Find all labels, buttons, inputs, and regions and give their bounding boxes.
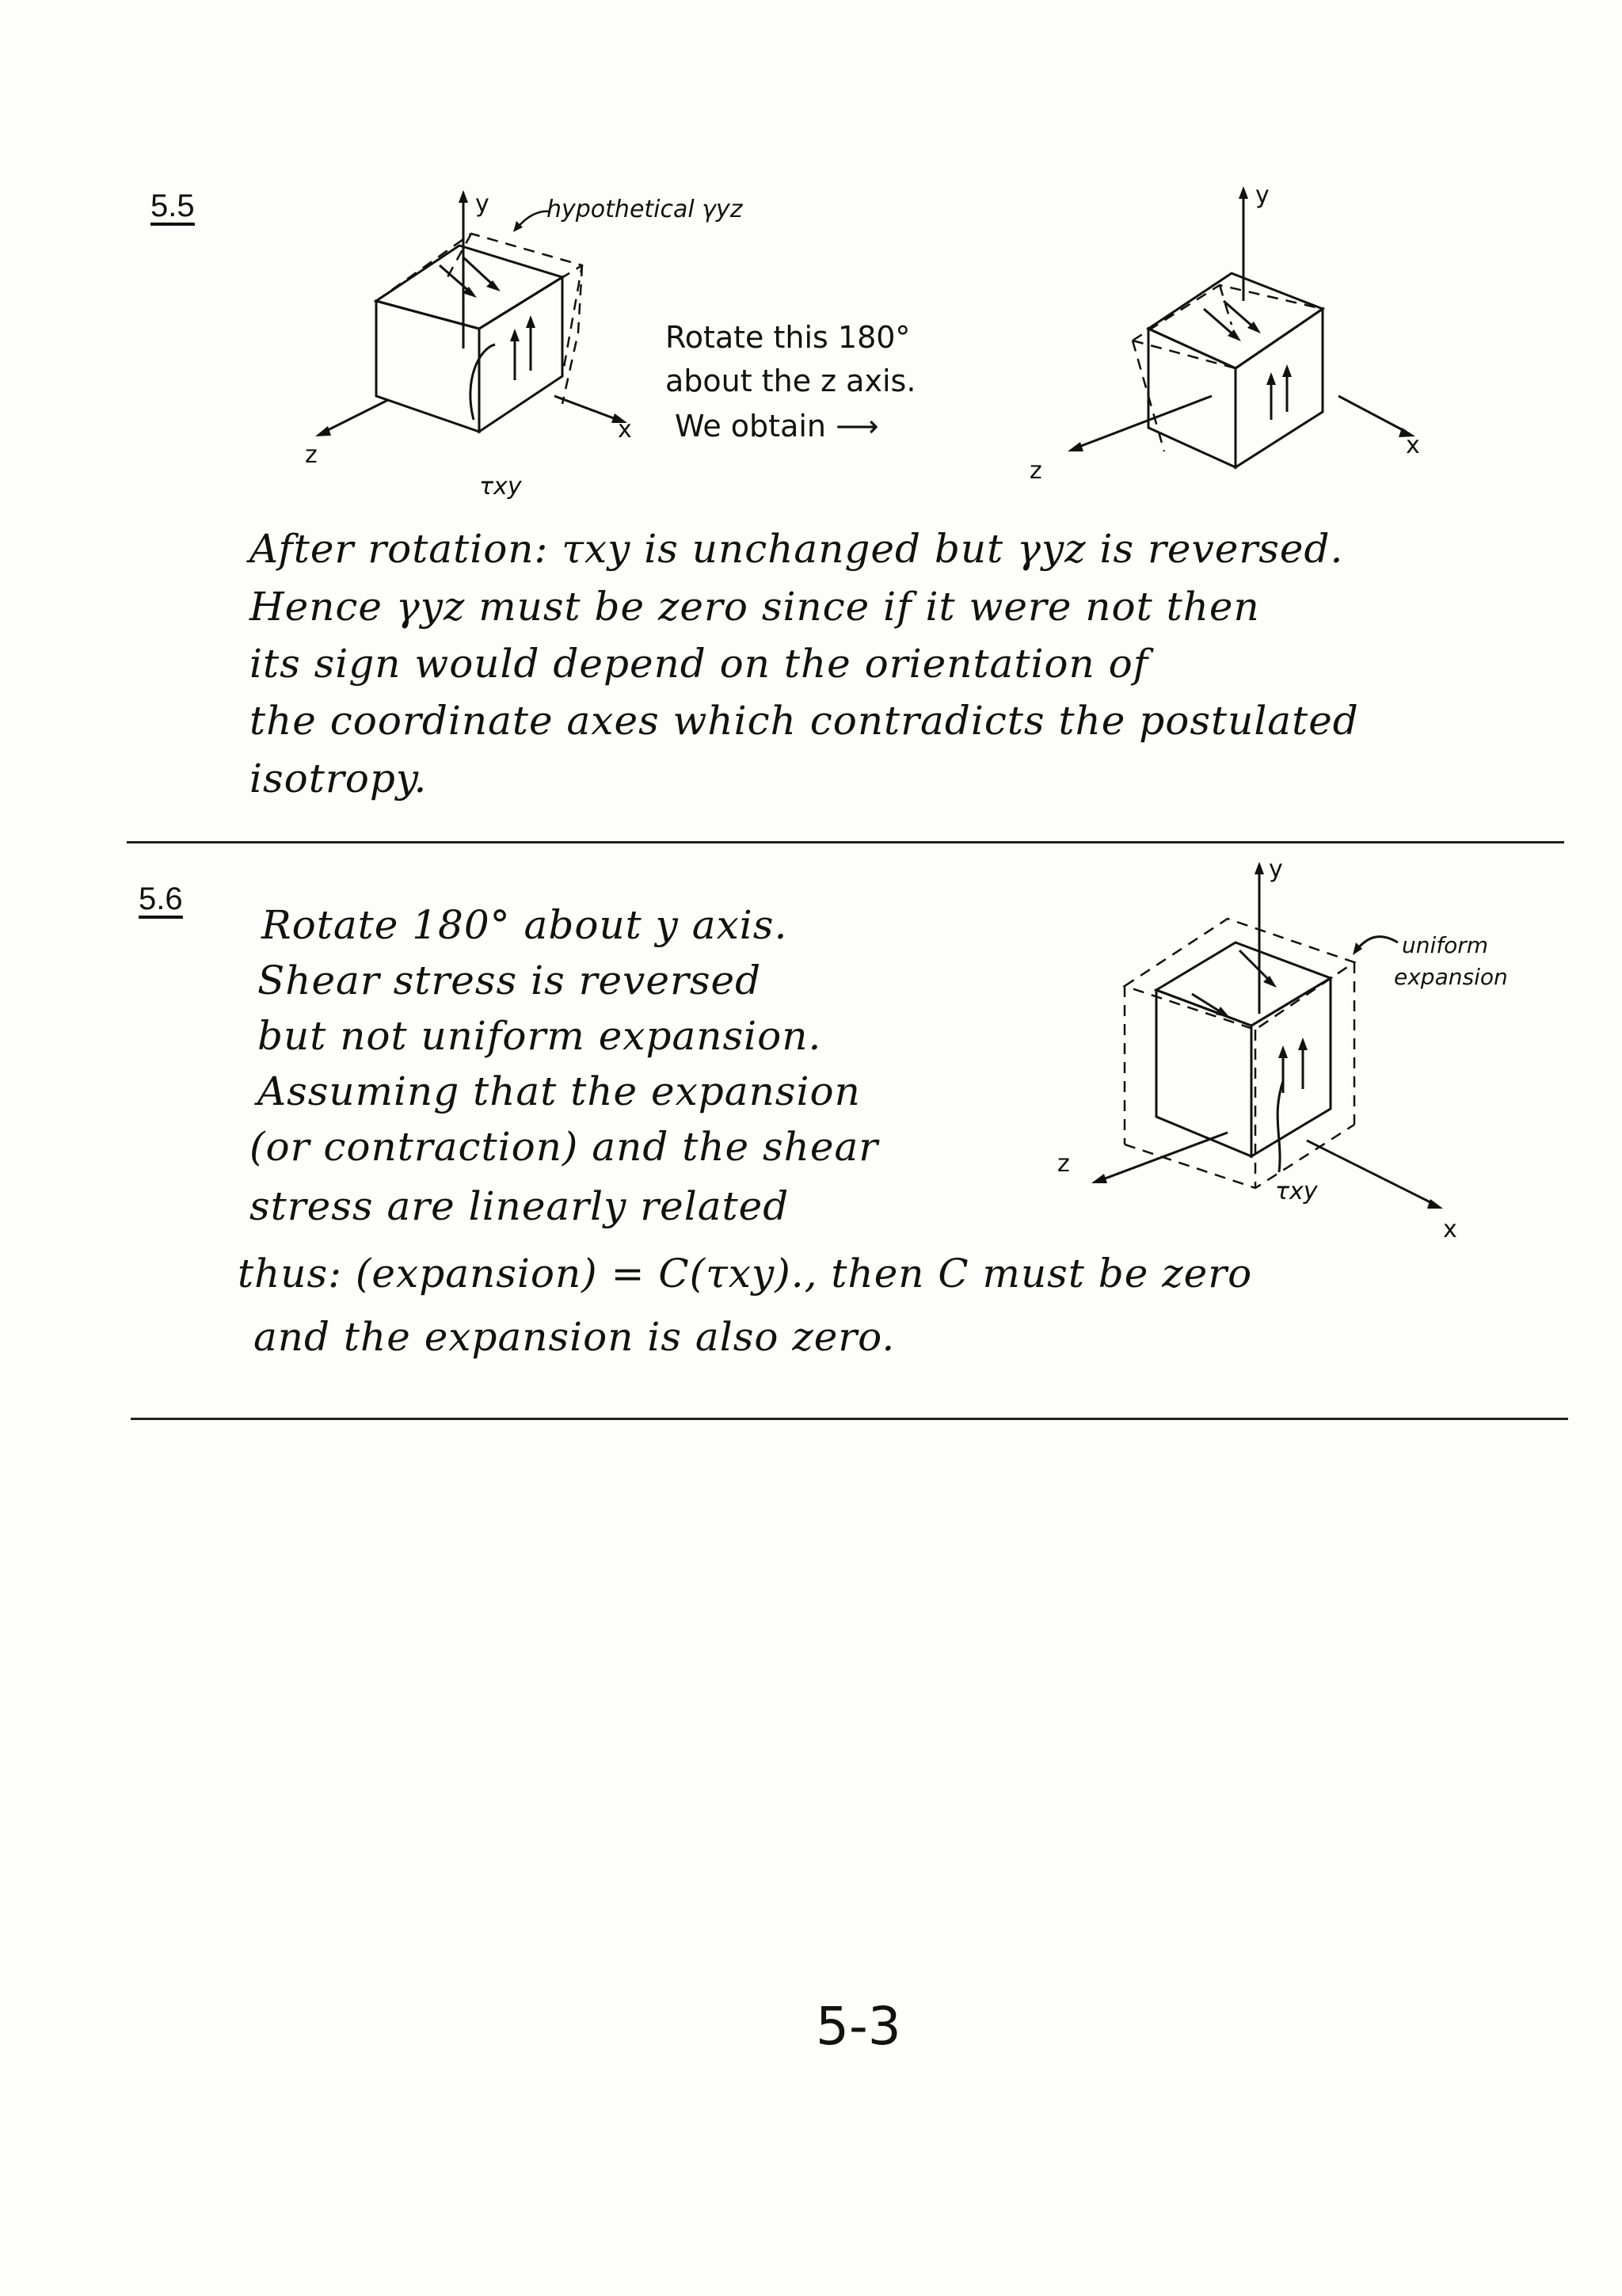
fig3-axis-x: x (1443, 1216, 1457, 1243)
rotate-text-line-2: about the z axis. (665, 364, 916, 398)
fig2-axis-x: x (1406, 432, 1420, 459)
figure-5-5-original-cube (301, 182, 649, 515)
fig3-annotation-expansion: expansion (1394, 964, 1508, 990)
problem-5-6-line-5: (or contraction) and the shear (249, 1124, 879, 1170)
problem-5-6-line-1: Rotate 180° about y axis. (261, 902, 788, 948)
problem-5-6-line-4: Assuming that the expansion (257, 1068, 861, 1114)
fig1-annotation-leader (507, 202, 554, 234)
fig3-axis-z: z (1057, 1150, 1070, 1178)
fig1-axis-z: z (305, 441, 318, 469)
fig1-axis-x: x (618, 416, 632, 444)
rotate-text-line-3: We obtain ⟶ (675, 409, 879, 444)
problem-5-6-line-7: thus: (expansion) = C(τxy)., then C must be zero (238, 1251, 1253, 1296)
problem-5-5-line-1: After rotation: τxy is unchanged but γyz is reversed. (249, 526, 1344, 572)
rotate-text-line-1: Rotate this 180° (665, 320, 911, 355)
problem-5-5-line-2: Hence γyz must be zero since if it were not then (249, 584, 1260, 630)
figure-5-6-cube (1045, 855, 1489, 1236)
fig1-hypothetical-annotation: hypothetical γyz (546, 196, 743, 223)
section-divider-2 (131, 1418, 1568, 1420)
fig1-shear-label: τxy (479, 473, 522, 501)
page-number: 5-3 (816, 1996, 901, 2057)
fig1-axis-y: y (475, 190, 489, 218)
section-divider-1 (127, 841, 1564, 843)
fig2-axis-y: y (1255, 181, 1270, 209)
problem-5-6-label: 5.6 (139, 883, 183, 919)
problem-5-5-line-5: isotropy. (249, 756, 428, 802)
problem-5-6-line-6: stress are linearly related (249, 1183, 790, 1229)
problem-5-6-line-8: and the expansion is also zero. (253, 1314, 896, 1360)
fig3-axis-y: y (1269, 855, 1283, 883)
problem-5-6-line-2: Shear stress is reversed (257, 958, 762, 1003)
fig3-shear-label: τxy (1275, 1178, 1318, 1205)
fig2-axis-z: z (1030, 457, 1042, 485)
problem-5-5-line-4: the coordinate axes which contradicts the postulated (249, 698, 1359, 744)
problem-5-5-line-3: its sign would depend on the orientation of (249, 641, 1149, 687)
figure-5-5-rotated-cube (1006, 182, 1449, 499)
problem-5-5-label: 5.5 (150, 190, 195, 226)
fig3-annotation-uniform: uniform (1402, 932, 1489, 958)
problem-5-6-line-3: but not uniform expansion. (257, 1013, 822, 1059)
